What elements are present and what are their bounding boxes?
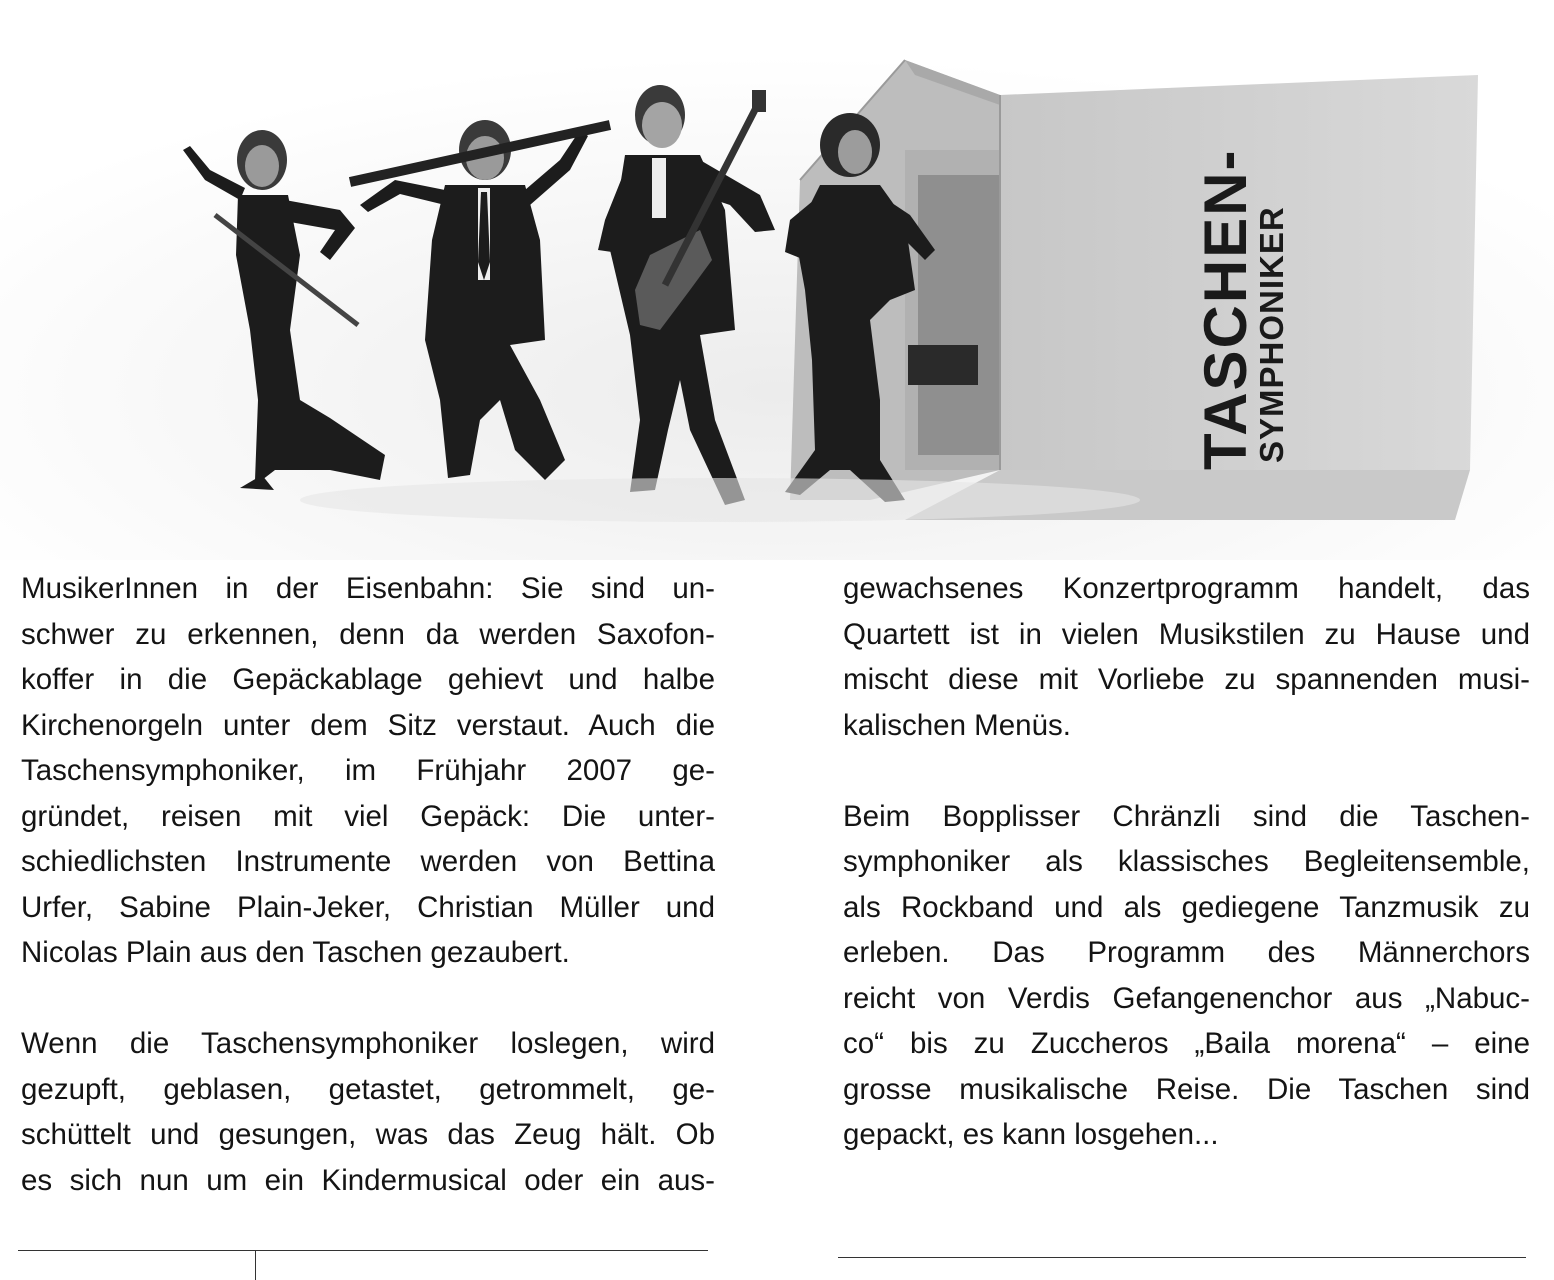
paragraph-gap bbox=[21, 976, 715, 1022]
text-line: schiedlichsten Instrumente werden von Bettina bbox=[21, 845, 715, 878]
text-line: erleben. Das Programm des Männerchors bbox=[843, 936, 1530, 969]
paragraph-program bbox=[843, 566, 1530, 703]
band-photo bbox=[0, 0, 1554, 560]
text-line: reicht von Verdis Gefangenenchor aus „Nabuc- bbox=[843, 981, 1530, 1015]
bag-title-line1: TASCHEN- bbox=[1192, 148, 1259, 470]
text-line: Urfer, Sabine Plain-Jeker, Christian Müller und bbox=[21, 890, 715, 924]
bottom-rule-left bbox=[18, 1250, 708, 1251]
text-line: kalischen Menüs. bbox=[843, 708, 1071, 742]
text-line: schüttelt und gesungen, was das Zeug hält. Ob bbox=[21, 1118, 715, 1151]
text-line: gründet, reisen mit viel Gepäck: Die unter- bbox=[21, 799, 715, 833]
text-line: schwer zu erkennen, denn da werden Saxofon- bbox=[21, 617, 715, 651]
text-line: grosse musikalische Reise. Die Taschen sind bbox=[843, 1072, 1530, 1106]
text-line: Taschensymphoniker, im Frühjahr 2007 ge- bbox=[21, 754, 715, 787]
bag-title-line2: SYMPHONIKER bbox=[1253, 206, 1290, 463]
text-line: gewachsenes Konzertprogramm handelt, das bbox=[843, 572, 1530, 605]
text-column-right bbox=[843, 566, 1530, 1158]
text-line: mischt diese mit Vorliebe zu spannenden musi- bbox=[843, 663, 1530, 696]
text-line: gezupft, geblasen, getastet, getrommelt, ge- bbox=[21, 1072, 715, 1106]
text-line: Kirchenorgeln unter dem Sitz verstaut. Auch die bbox=[21, 708, 715, 742]
text-column-left bbox=[21, 566, 715, 1203]
text-line: Wenn die Taschensymphoniker loslegen, wird bbox=[21, 1027, 715, 1060]
paragraph-program-end bbox=[843, 703, 1530, 749]
text-line: Nicolas Plain aus den Taschen gezaubert. bbox=[21, 936, 570, 969]
text-line: symphoniker als klassisches Begleitensemble, bbox=[843, 845, 1530, 878]
text-line: MusikerInnen in der Eisenbahn: Sie sind un- bbox=[21, 572, 715, 605]
text-line: koffer in die Gepäckablage gehievt und halbe bbox=[21, 663, 715, 696]
text-line: gepackt, es kann losgehen... bbox=[843, 1118, 1219, 1151]
paragraph-event bbox=[843, 794, 1530, 1113]
paragraph-gap bbox=[843, 748, 1530, 794]
paragraph-performance bbox=[21, 1021, 715, 1203]
page-fold-mark bbox=[255, 1250, 256, 1280]
paragraph-event-end bbox=[843, 1112, 1530, 1158]
text-line: Beim Bopplisser Chränzli sind die Taschen- bbox=[843, 799, 1530, 833]
text-line: Quartett ist in vielen Musikstilen zu Hause und bbox=[843, 617, 1530, 651]
paragraph-intro-end bbox=[21, 930, 715, 976]
paragraph-intro bbox=[21, 566, 715, 930]
text-line: es sich nun um ein Kindermusical oder ein aus- bbox=[21, 1163, 715, 1197]
bag-title bbox=[1188, 85, 1298, 475]
bottom-rule-right bbox=[838, 1257, 1526, 1258]
text-line: als Rockband und als gediegene Tanzmusik zu bbox=[843, 890, 1530, 924]
text-line: co“ bis zu Zuccheros „Baila morena“ – eine bbox=[843, 1027, 1530, 1060]
